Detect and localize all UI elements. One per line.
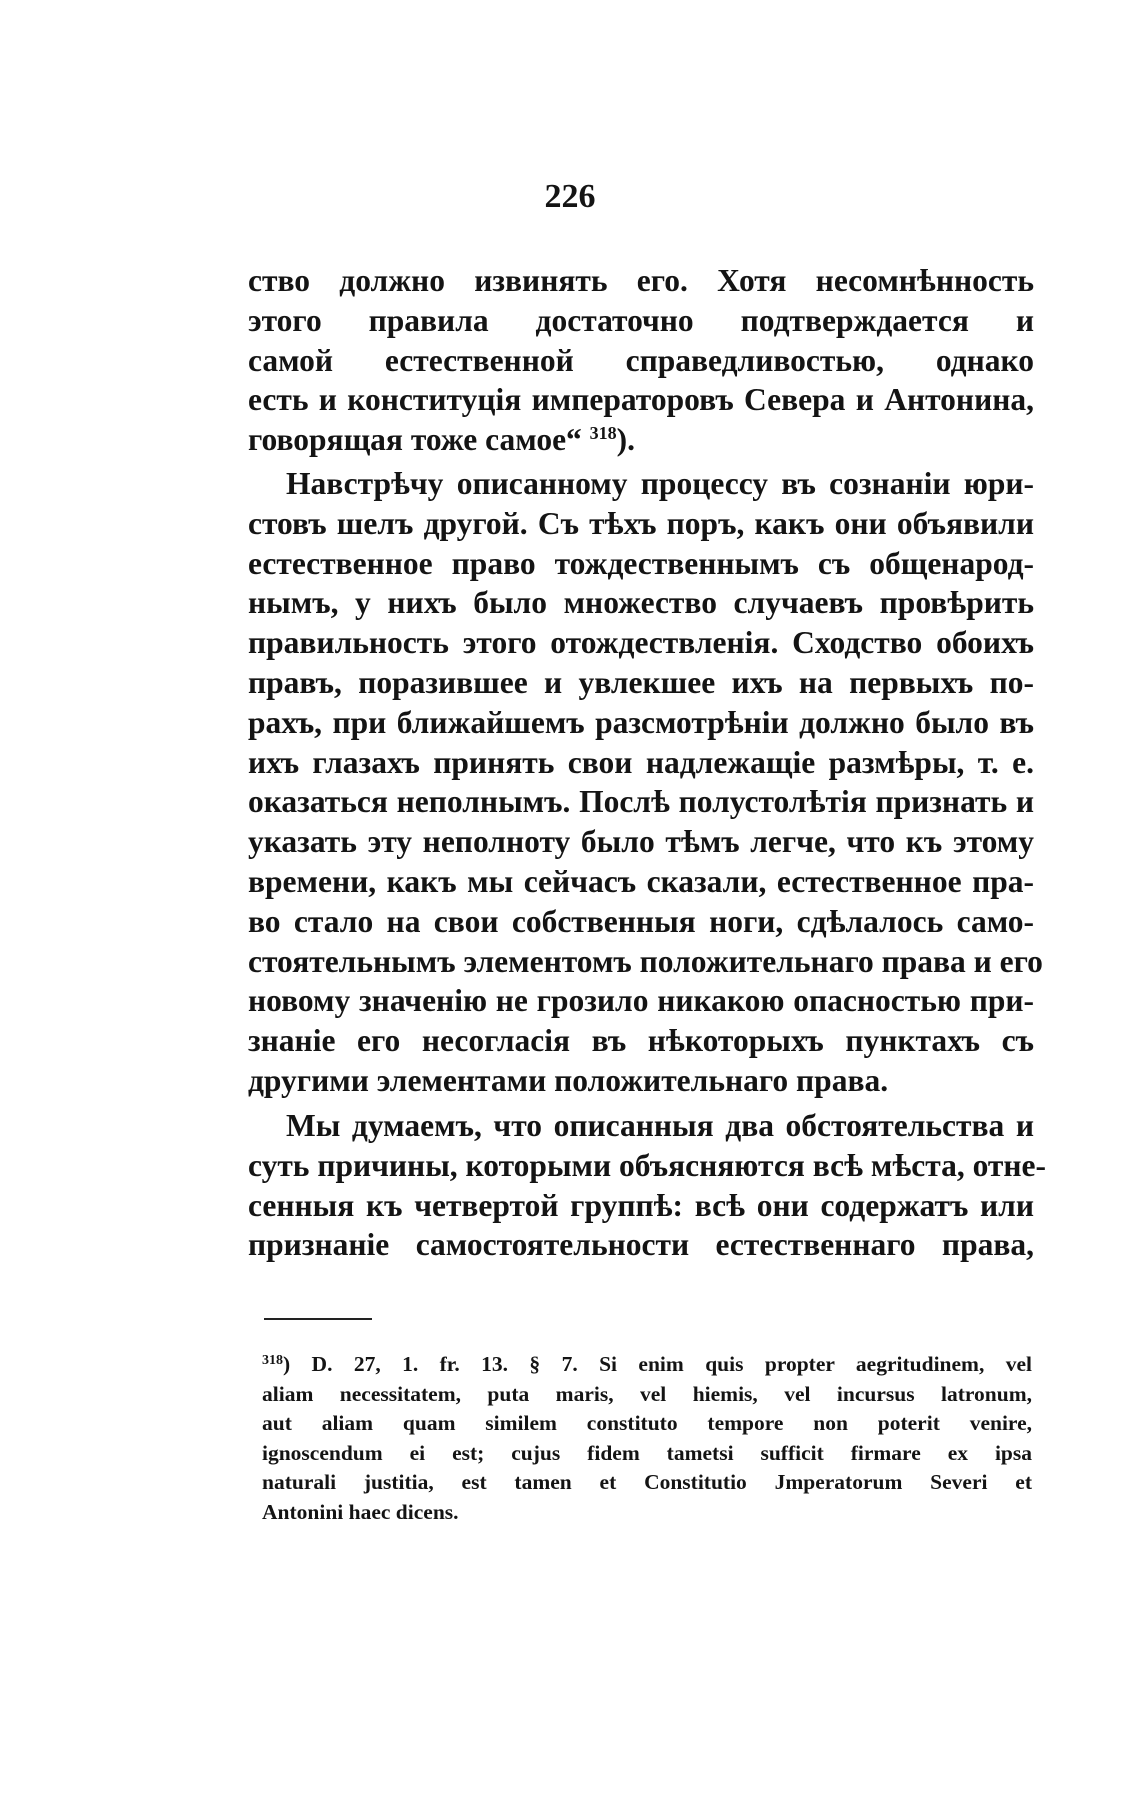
- text-fragment: ).: [616, 422, 636, 458]
- text-line: Навстрѣчу описанному процессу въ сознаніи юри-: [286, 466, 1034, 501]
- footnote-line: naturali justitia, est tamen et Constitutio Jmperatorum Severi et: [262, 1470, 1032, 1494]
- text-line: ство должно извинять его. Хотя несомнѣнность: [248, 263, 1034, 298]
- text-line: правильность этого отождествленія. Сходство обоихъ: [248, 625, 1034, 661]
- footnote-line: Antonini haec dicens.: [262, 1499, 459, 1524]
- text-line: времени, какъ мы сейчасъ сказали, естественное пра-: [248, 863, 1034, 899]
- footnote-marker: 318: [262, 1353, 283, 1368]
- text-line: этого правила достаточно подтверждается и: [248, 302, 1034, 338]
- footnote-line: [262, 1350, 1032, 1380]
- paragraph-2: [248, 464, 1043, 1101]
- footnote-line: aliam necessitatem, puta maris, vel hiemis, vel incursus latronum,: [262, 1381, 1032, 1406]
- text-line: рахъ, при ближайшемъ разсмотрѣніи должно было въ: [248, 704, 1034, 740]
- text-line: оказаться неполнымъ. Послѣ полустолѣтія признать и: [248, 784, 1034, 820]
- text-line: есть и конституція императоровъ Севера и Антонина,: [248, 382, 1034, 418]
- text-line: естественное право тождественнымъ съ общенарод-: [248, 545, 1034, 581]
- text-line: стоятельнымъ элементомъ положительнаго права и его: [248, 943, 1043, 979]
- text-line: во стало на свои собственныя ноги, сдѣлалось само-: [248, 903, 1034, 939]
- text-fragment: ) D. 27, 1. fr. 13. § 7. Si enim quis propter aegritudinem, vel: [283, 1352, 1032, 1376]
- text-line: указать эту неполноту было тѣмъ легче, что къ этому: [248, 824, 1034, 860]
- paragraph-3: [248, 1106, 1047, 1265]
- footnote-divider: [264, 1318, 372, 1320]
- footnote: [262, 1350, 1032, 1527]
- text-line: признаніе самостоятельности естественнаго права,: [248, 1227, 1034, 1263]
- text-line: Мы думаемъ, что описанныя два обстоятельства и: [286, 1108, 1034, 1143]
- text-line: другими элементами положительнаго права.: [248, 1062, 889, 1098]
- text-fragment: говорящая тоже самое“: [248, 422, 590, 458]
- text-line: стовъ шелъ другой. Съ тѣхъ поръ, какъ они объявили: [248, 505, 1034, 541]
- page-number: 226: [544, 178, 596, 215]
- text-line: суть причины, которыми объясняются всѣ мѣста, отне-: [248, 1147, 1047, 1183]
- footnote-line: aut aliam quam similem constituto tempore non poterit venire,: [262, 1411, 1032, 1435]
- text-line: знаніе его несогласія въ нѣкоторыхъ пунктахъ съ: [248, 1023, 1034, 1059]
- footnote-line: ignoscendum ei est; cujus fidem tametsi sufficit firmare ex ipsa: [262, 1440, 1032, 1465]
- text-line: правъ, поразившее и увлекшее ихъ на первыхъ по-: [248, 664, 1034, 700]
- text-line: [248, 420, 1034, 460]
- footnote-reference[interactable]: 318: [589, 423, 617, 444]
- paragraph-1: [248, 261, 1034, 460]
- text-line: нымъ, у нихъ было множество случаевъ провѣрить: [248, 585, 1034, 621]
- text-line: ихъ глазахъ принять свои надлежащіе размѣры, т. е.: [248, 744, 1034, 780]
- text-line: новому значенію не грозило никакою опасностью при-: [248, 983, 1034, 1019]
- text-line: сенныя къ четвертой группѣ: всѣ они содержатъ или: [248, 1187, 1034, 1223]
- text-line: самой естественной справедливостью, однако: [248, 342, 1034, 378]
